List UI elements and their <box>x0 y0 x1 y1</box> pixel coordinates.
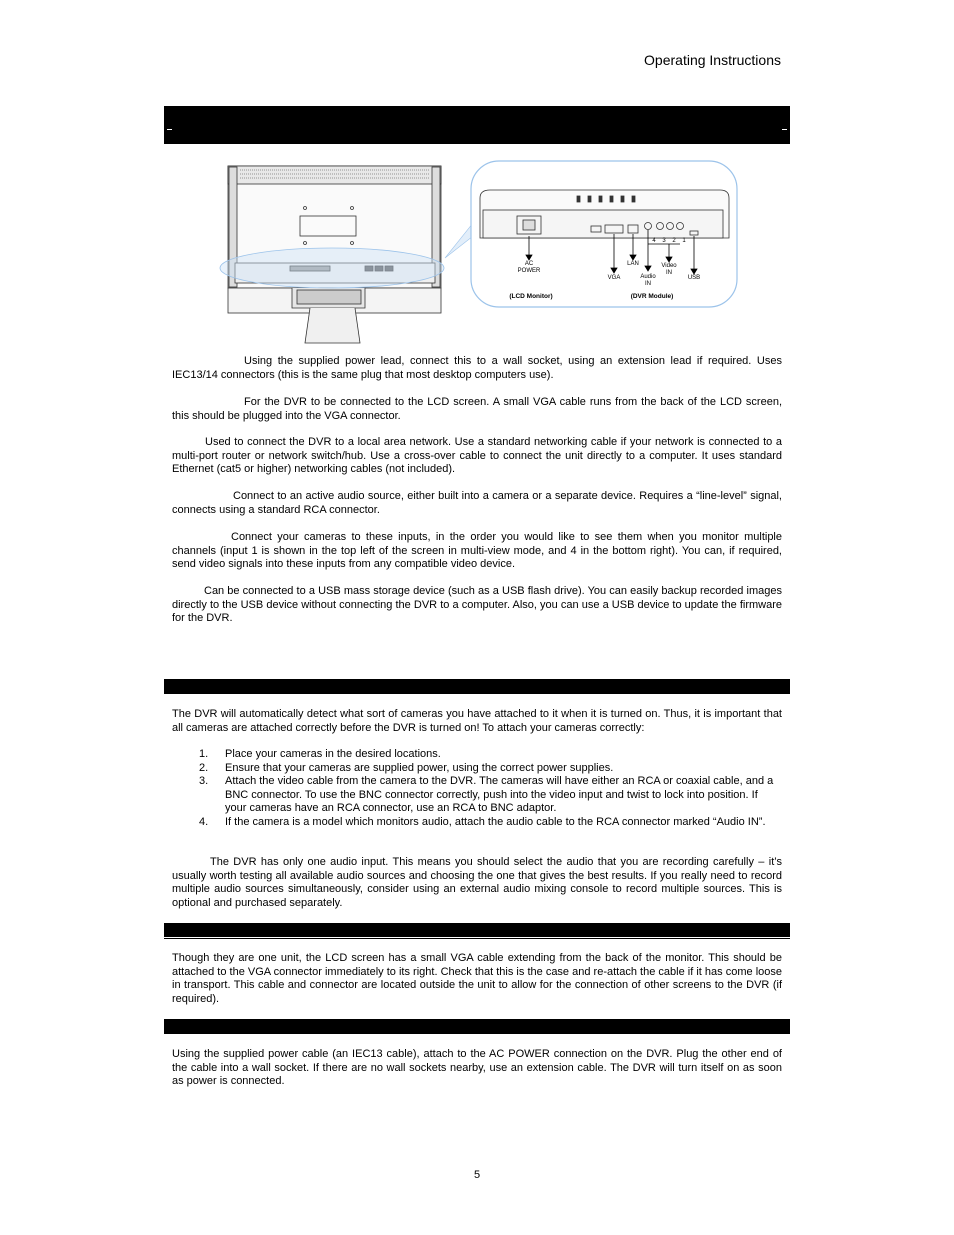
label-port-1: 1 <box>682 238 686 244</box>
section-bar-vga <box>164 923 790 937</box>
label-usb: USB <box>687 275 701 281</box>
label-lcd-monitor: (LCD Monitor) <box>509 293 553 300</box>
connection-vga-text: For the DVR to be connected to the LCD screen. A small VGA cable runs from the back of the LCD screen, this should be plugged into the VGA connector. <box>172 396 782 422</box>
section-bar-underline <box>164 938 790 939</box>
dvr-panel-image <box>480 190 729 238</box>
power-section-text: Using the supplied power cable (an IEC13 cable), attach to the AC POWER connection on the DVR. Plug the other end of the cable into a wall socket. If there are no wall sockets nearby, use an extension cable. The DVR will turn itself on as soon as power is connected. <box>172 1048 782 1087</box>
label-video: Video <box>661 263 677 269</box>
list-item: 1. Place your cameras in the desired locations. <box>199 748 441 760</box>
camera-steps-list <box>172 748 782 829</box>
list-item: 3. Attach the video cable from the camera to the DVR. The cameras will have either an RCA or coaxial cable, and a BNC connector. To use the BNC connector correctly, push into the video input and twist to lock into position. If your cameras have an RCA connector, use an RCA to BNC adaptor. <box>199 775 774 814</box>
label-audio: Audio <box>640 274 656 280</box>
connection-ac-power-text: Using the supplied power lead, connect this to a wall socket, using an extension lead if required. Uses IEC13/14 connectors (this is the same plug that most desktop computers use). <box>172 355 782 381</box>
highlight-ellipse <box>220 248 444 288</box>
connection-video-text: Connect your cameras to these inputs, in the order you would like to see them when you monitor multiple channels (input 1 is shown in the top left of the screen in multi-view mode, and 4 in the bottom right). You can, if required, send video signals into these inputs from any compatible video device. <box>172 531 782 570</box>
list-item: 2. Ensure that your cameras are supplied power, using the correct power supplies. <box>199 761 614 774</box>
connection-lan-text: Used to connect the DVR to a local area network. Use a standard networking cable if your network is connected to a multi-port router or network switch/hub. Use a cross-over cable to connect the unit directly to a computer. It uses standard Ethernet (cat5 or higher) networking cables (not included). <box>172 436 782 475</box>
section-bar-power <box>164 1019 790 1034</box>
label-ac: AC <box>524 261 534 267</box>
cameras-note: The DVR has only one audio input. This means you should select the audio that you are recording carefully – it’s usually worth testing all available audio sources and choosing the one that gives the best results. If you really need to record multiple audio sources simultaneously, consider using an external audio mixing console to record multiple sources. This is optional and purchased separately. <box>172 856 782 909</box>
rear-panel-diagram <box>215 158 745 348</box>
label-port-4: 4 <box>652 238 656 244</box>
cameras-intro: The DVR will automatically detect what sort of cameras you have attached to it when it is turned on. Thus, it is important that all cameras are attached correctly before the DVR is turned on! To attach your cameras correctly: <box>172 708 782 734</box>
connection-audio-text: Connect to an active audio source, either built into a camera or a separate device. Requires a “line-level” signal, connects using a standard RCA connector. <box>172 490 782 516</box>
bar-mark-right <box>782 129 787 130</box>
label-vga: VGA <box>607 275 621 281</box>
bar-mark-left <box>167 129 172 130</box>
label-video-in: IN <box>666 270 672 276</box>
label-power: POWER <box>517 268 541 274</box>
label-dvr-module: (DVR Module) <box>630 293 674 300</box>
rear-panel-figure <box>215 158 745 348</box>
page-header-title: Operating Instructions <box>644 52 781 68</box>
label-port-3: 3 <box>662 238 666 244</box>
section-bar-cameras <box>164 679 790 694</box>
connection-usb-text: Can be connected to a USB mass storage device (such as a USB flash drive). You can easily backup recorded images directly to the USB device without connecting the DVR to a computer. Also, you can use a USB device to update the firmware for the DVR. <box>172 585 782 624</box>
vga-section-text: Though they are one unit, the LCD screen has a small VGA cable extending from the back of the monitor. This should be attached to the VGA connector immediately to its right. Check that this is the case and re-attach the cable if it has come loose in transport. This cable and connector are located outside the unit to allow for the connection of other screens to the DVR (if required). <box>172 952 782 1005</box>
label-port-2: 2 <box>672 238 676 244</box>
section-bar-connections <box>164 106 790 144</box>
page-number: 5 <box>473 1169 481 1181</box>
label-audio-in: IN <box>645 281 651 287</box>
list-item: 4. If the camera is a model which monitors audio, attach the audio cable to the RCA connector marked “Audio IN”. <box>199 815 766 828</box>
label-lan: LAN <box>627 261 639 267</box>
